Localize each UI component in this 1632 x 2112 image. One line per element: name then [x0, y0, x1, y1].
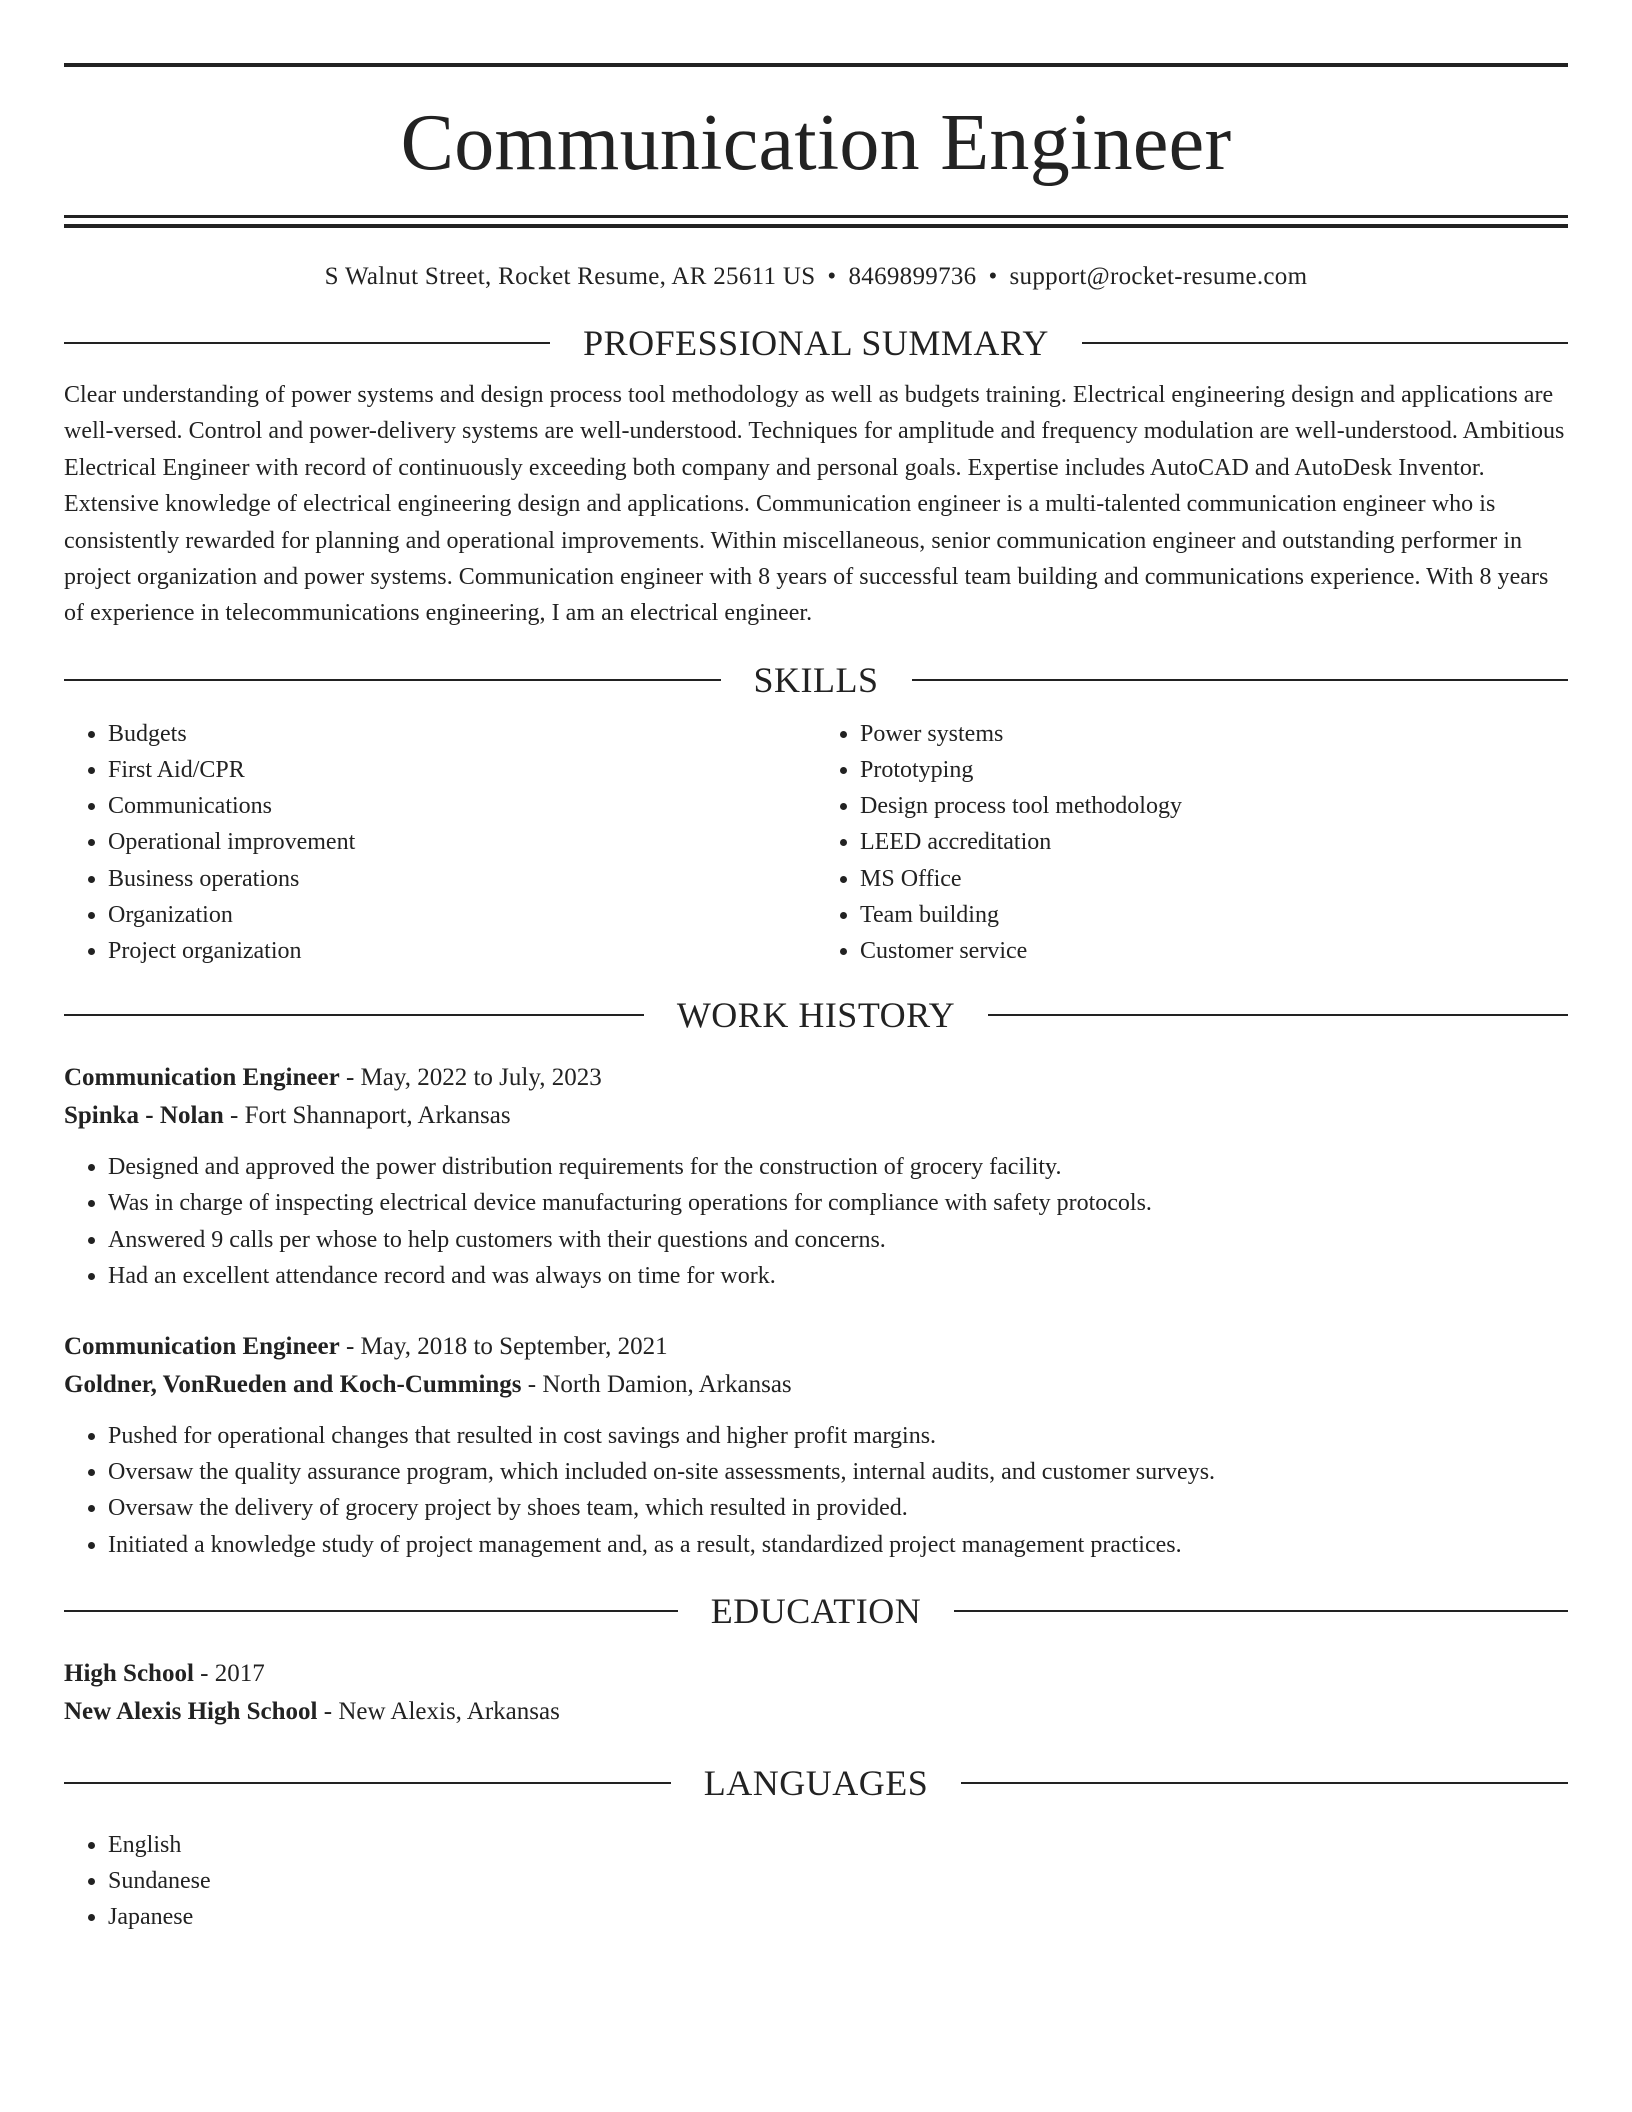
skill-item: • Power systems [860, 716, 1568, 752]
job-title: Communication Engineer [64, 1064, 340, 1092]
heading-rule [64, 342, 550, 344]
section-title: WORK HISTORY [676, 995, 956, 1036]
section-title: SKILLS [753, 659, 879, 700]
section-heading-skills [64, 659, 1568, 700]
job-bullet: • Initiated a knowledge study of project management and, as a result, standardized project management practices. [108, 1527, 1568, 1563]
contact-phone: 8469899736 [848, 263, 977, 290]
job-bullet: • Had an excellent attendance record and was always on time for work. [108, 1258, 1568, 1294]
skill-item: • LEED accreditation [860, 824, 1568, 860]
section-title: LANGUAGES [703, 1762, 929, 1803]
contact-address: S Walnut Street, Rocket Resume, AR 25611 US [324, 263, 816, 290]
skill-item: • Budgets [108, 716, 816, 752]
education-degree-line [64, 1655, 1568, 1693]
skill-item: • Project organization [108, 933, 816, 969]
skill-item: • MS Office [860, 861, 1568, 897]
skill-item: • First Aid/CPR [108, 752, 816, 788]
job-company: Spinka - Nolan [64, 1102, 224, 1130]
job-bullet: • Oversaw the quality assurance program, which included on-site assessments, internal audits, and customer surveys. [108, 1454, 1568, 1490]
job-bullet: • Oversaw the delivery of grocery project by shoes team, which resulted in provided. [108, 1490, 1568, 1526]
section-heading-languages [64, 1762, 1568, 1803]
education-school-line [64, 1693, 1568, 1731]
job-bullet: • Designed and approved the power distribution requirements for the construction of grocery facility. [108, 1149, 1568, 1185]
education-degree: High School [64, 1659, 194, 1687]
skill-item: • Design process tool methodology [860, 788, 1568, 824]
contact-separator: • [988, 263, 998, 290]
job-title-line [64, 1059, 1568, 1097]
contact-email: support@rocket-resume.com [1009, 263, 1308, 290]
job-title-line [64, 1328, 1568, 1366]
job-bullets [64, 1418, 1568, 1563]
skill-item: • Prototyping [860, 752, 1568, 788]
skills-list-right [816, 716, 1568, 969]
top-rule [64, 63, 1568, 67]
section-title: EDUCATION [710, 1590, 922, 1631]
language-item: • English [108, 1827, 1568, 1863]
job-dates: - May, 2018 to September, 2021 [339, 1333, 668, 1361]
languages-list [64, 1827, 1568, 1936]
job-bullets [64, 1149, 1568, 1294]
heading-rule [64, 1610, 678, 1612]
heading-rule [64, 679, 721, 681]
summary-text: Clear understanding of power systems and design process tool methodology as well as budgets training. Electrical engineering design and applications are well-versed. Control and power-delivery systems are well-understood. Techniques for amplitude and frequency modulation are well-understood. Ambitious Electrical Engineer with record of continuously exceeding both company and personal goals. Expertise includes AutoCAD and AutoDesk Inventor. Extensive knowledge of electrical engineering design and applications. Communication engineer is a multi-talented communication engineer who is consistently rewarded for planning and operational improvements. Within miscellaneous, senior communication engineer and outstanding performer in project organization and power systems. Communication engineer with 8 years of successful team building and communications experience. With 8 years of experience in telecommunications engineering, I am an electrical engineer. [64, 382, 1565, 627]
section-heading-work [64, 995, 1568, 1036]
skill-item: • Team building [860, 897, 1568, 933]
section-heading-education [64, 1590, 1568, 1631]
job-entry [64, 1059, 1568, 1294]
contact-line [64, 263, 1568, 291]
skill-item: • Communications [108, 788, 816, 824]
section-title: PROFESSIONAL SUMMARY [583, 323, 1049, 363]
job-title: Communication Engineer [64, 1333, 340, 1361]
education-year: - 2017 [193, 1659, 265, 1687]
languages-block [64, 1827, 1568, 1936]
education-location: - New Alexis, Arkansas [317, 1697, 560, 1725]
resume-name: Communication Engineer [400, 99, 1232, 187]
skill-item: • Business operations [108, 861, 816, 897]
heading-rule [64, 1782, 671, 1784]
heading-rule [64, 1014, 644, 1016]
job-dates: - May, 2022 to July, 2023 [339, 1064, 602, 1092]
education-school: New Alexis High School [64, 1697, 318, 1725]
job-location: - Fort Shannaport, Arkansas [223, 1102, 511, 1130]
skills-list-left [64, 716, 816, 969]
skill-item: • Operational improvement [108, 824, 816, 860]
double-rule [64, 215, 1568, 228]
job-bullet: • Answered 9 calls per whose to help customers with their questions and concerns. [108, 1222, 1568, 1258]
language-item: • Sundanese [108, 1863, 1568, 1899]
language-item: • Japanese [108, 1899, 1568, 1935]
heading-rule [988, 1014, 1568, 1016]
skill-item: • Organization [108, 897, 816, 933]
job-company-line [64, 1366, 1568, 1404]
contact-separator: • [827, 263, 837, 290]
heading-rule [954, 1610, 1568, 1612]
heading-rule [1082, 342, 1568, 344]
job-company: Goldner, VonRueden and Koch-Cummings [64, 1371, 522, 1399]
job-location: - North Damion, Arkansas [521, 1371, 792, 1399]
skills-grid [64, 716, 1568, 969]
job-entry [64, 1328, 1568, 1563]
skill-item: • Customer service [860, 933, 1568, 969]
heading-rule [961, 1782, 1568, 1784]
heading-rule [912, 679, 1569, 681]
section-heading-summary [64, 325, 1568, 361]
job-bullet: • Pushed for operational changes that resulted in cost savings and higher profit margins. [108, 1418, 1568, 1454]
education-entry [64, 1655, 1568, 1731]
job-bullet: • Was in charge of inspecting electrical device manufacturing operations for compliance with safety protocols. [108, 1185, 1568, 1221]
job-company-line [64, 1097, 1568, 1135]
